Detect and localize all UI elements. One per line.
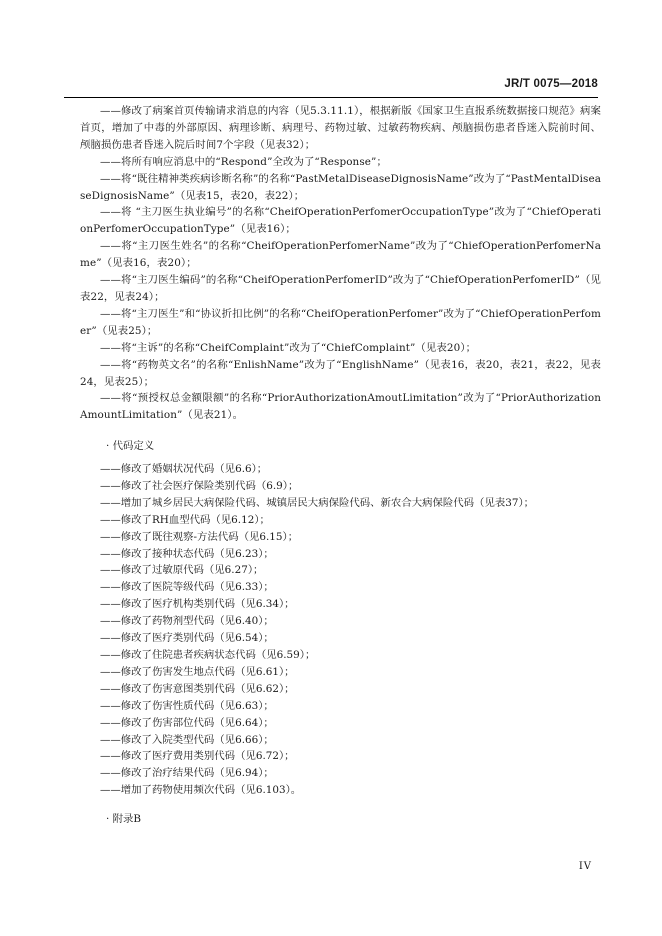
page-number: IV <box>578 861 592 872</box>
list-item: ——修改了接种状态代码（见6.23）； <box>100 547 274 560</box>
list-item: ——修改了住院患者疾病状态代码（见6.59）； <box>100 648 316 661</box>
section-heading: · 代码定义 <box>106 440 155 452</box>
header-rule <box>64 97 598 98</box>
change-paragraph: ——将“主诉”的名称“CheifComplaint”改为了“ChiefComplaint”（见表20）； <box>100 341 477 354</box>
change-paragraph: ——将“既往精神类疾病诊断名称”的名称“PastMetalDiseaseDignosisName”改为了“PastMentalDiseaseDignosisName”（见表15，表20，表22）； <box>80 172 601 202</box>
list-item: ——增加了药物使用频次代码（见6.103）。 <box>100 784 302 797</box>
change-list-body <box>80 103 601 424</box>
list-item: ——修改了RH血型代码（见6.12）； <box>100 513 270 526</box>
list-item: ——修改了社会医疗保险类别代码（6.9）； <box>100 479 299 492</box>
change-paragraph: ——修改了病案首页传输请求消息的内容（见5.3.11.1），根据新版《国家卫生直报系统数据接口规范》病案首页，增加了中毒的外部原因、病理诊断、病理号、药物过敏、过敏药物疾病、颅脑损伤患者昏迷入院前时间、颅脑损伤患者昏迷入院后时间7个字段（见表32）； <box>80 105 601 151</box>
list-item: ——增加了城乡居民大病保险代码、城镇居民大病保险代码、新农合大病保险代码（见表37）； <box>100 496 535 509</box>
change-paragraph: ——将“药物英文名”的名称“EnlishName”改为了“EnglishName”（见表16，表20，表21，表22，见表24，见表25）； <box>80 358 601 388</box>
list-item: ——修改了伤害部位代码（见6.64）； <box>100 716 274 729</box>
change-paragraph: ——将“主刀医生”和“协议折扣比例”的名称“CheifOperationPerfomer”改为了“ChiefOperationPerfomer”（见表25）； <box>80 307 601 337</box>
list-item: ——修改了医疗机构类别代码（见6.34）； <box>100 598 295 611</box>
list-item: ——修改了药物剂型代码（见6.40）； <box>100 615 274 628</box>
list-item: ——修改了治疗结果代码（见6.94）； <box>100 767 274 780</box>
list-item: ——修改了既往观察-方法代码（见6.15）； <box>100 530 299 543</box>
change-paragraph: ——将 “主刀医生执业编号”的名称“CheifOperationPerfomerOccupationType”改为了“ChiefOperationPerfomerOccupationType”（见表16）； <box>80 206 601 236</box>
list-item: ——修改了医院等级代码（见6.33）； <box>100 581 274 594</box>
list-item: ——修改了医疗类别代码（见6.54）； <box>100 632 274 645</box>
section-heading: · 附录B <box>106 813 142 825</box>
section-appendix <box>80 811 601 828</box>
change-paragraph: ——将所有响应消息中的“Respond”全改为了“Response”； <box>100 155 387 168</box>
list-item: ——修改了医疗费用类别代码（见6.72）； <box>100 750 295 763</box>
code-change-list <box>100 461 600 799</box>
list-item: ——修改了入院类型代码（见6.66）； <box>100 733 274 746</box>
list-item: ——修改了伤害性质代码（见6.63）； <box>100 699 274 712</box>
change-paragraph: ——将“主刀医生姓名”的名称“CheifOperationPerfomerName”改为了“ChiefOperationPerfomerName”（见表16，表20）； <box>80 240 601 270</box>
document-code: JR/T 0075—2018 <box>504 78 598 90</box>
change-paragraph: ——将“主刀医生编码”的名称“CheifOperationPerfomerID”改为了“ChiefOperationPerfomerID”（见表22，见表24）； <box>80 274 601 303</box>
change-paragraph: ——将“预授权总金额限额”的名称“PriorAuthorizationAmoutLimitation”改为了“PriorAuthorizationAmountLimitation”（见表21）。 <box>80 392 601 422</box>
list-item: ——修改了婚姻状况代码（见6.6）； <box>100 463 268 475</box>
list-item: ——修改了伤害发生地点代码（见6.61）； <box>100 665 295 678</box>
list-item: ——修改了过敏原代码（见6.27）； <box>100 564 264 577</box>
list-item: ——修改了伤害意图类别代码（见6.62）； <box>100 682 295 695</box>
section-code-definition <box>80 438 601 455</box>
